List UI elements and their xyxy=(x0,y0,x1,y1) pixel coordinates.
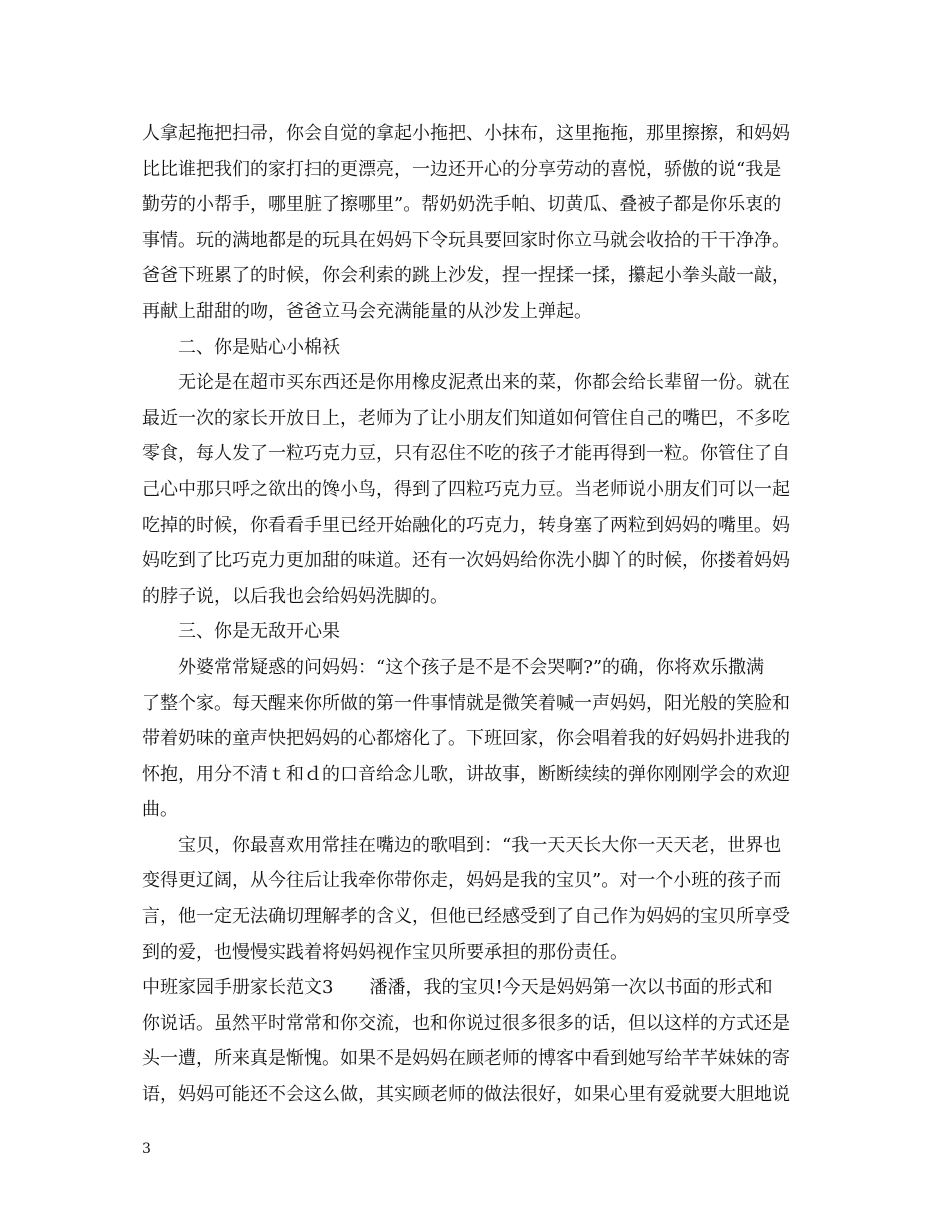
text-line: 宝贝，你最喜欢用常挂在嘴边的歌唱到：“我一天天长大你一天天老，世界也 xyxy=(178,834,782,856)
text-line: 怀抱，用分不清ｔ和ｄ的口音给念儿歌，讲故事，断断续续的弹你刚刚学会的欢迎 xyxy=(142,763,790,785)
page-number: 3 xyxy=(142,1141,151,1157)
text-line: 再献上甜甜的吻，爸爸立马会充满能量的从沙发上弹起。 xyxy=(142,300,592,322)
text-line: 妈吃到了比巧克力更加甜的味道。还有一次妈妈给你洗小脚丫的时候，你搂着妈妈 xyxy=(142,550,790,572)
text-line: 无论是在超市买东西还是你用橡皮泥煮出来的菜，你都会给长辈留一份。就在 xyxy=(178,372,790,394)
section-heading: 二、你是贴心小棉袄 xyxy=(178,336,340,358)
section-heading: 三、你是无敌开心果 xyxy=(178,621,340,643)
text-line: 爸爸下班累了的时候，你会利索的跳上沙发，捏一捏揉一揉，攥起小拳头敲一敲， xyxy=(142,265,790,287)
text-line: 了整个家。每天醒来你所做的第一件事情就是微笑着喊一声妈妈，阳光般的笑脸和 xyxy=(142,692,790,714)
text-line: 勤劳的小帮手，哪里脏了擦哪里”。帮奶奶洗手帕、切黄瓜、叠被子都是你乐衷的 xyxy=(142,194,782,216)
text-line: 中班家园手册家长范文3 潘潘，我的宝贝!今天是妈妈第一次以书面的形式和 xyxy=(142,977,773,999)
text-line: 己心中那只呼之欲出的馋小鸟，得到了四粒巧克力豆。当老师说小朋友们可以一起 xyxy=(142,478,790,500)
text-line: 事情。玩的满地都是的玩具在妈妈下令玩具要回家时你立马就会收拾的干干净净。 xyxy=(142,229,790,251)
text-line: 头一遭，所来真是惭愧。如果不是妈妈在顾老师的博客中看到她写给芊芊妹妹的寄 xyxy=(142,1048,790,1070)
body-text xyxy=(142,116,814,1113)
text-line: 曲。 xyxy=(142,799,178,821)
text-line: 零食，每人发了一粒巧克力豆，只有忍住不吃的孩子才能再得到一粒。你管住了自 xyxy=(142,443,790,465)
text-line: 的脖子说，以后我也会给妈妈洗脚的。 xyxy=(142,585,448,607)
text-line: 最近一次的家长开放日上，老师为了让小朋友们知道如何管住自己的嘴巴，不多吃 xyxy=(142,407,790,429)
text-line: 比比谁把我们的家打扫的更漂亮，一边还开心的分享劳动的喜悦，骄傲的说“我是 xyxy=(142,158,782,180)
text-line: 吃掉的时候，你看看手里已经开始融化的巧克力，转身塞了两粒到妈妈的嘴里。妈 xyxy=(142,514,790,536)
text-line: 你说话。虽然平时常常和你交流，也和你说过很多很多的话，但以这样的方式还是 xyxy=(142,1012,790,1034)
text-line: 带着奶味的童声快把妈妈的心都熔化了。下班回家，你会唱着我的好妈妈扑进我的 xyxy=(142,728,790,750)
text-line: 言，他一定无法确切理解孝的含义，但他已经感受到了自己作为妈妈的宝贝所享受 xyxy=(142,906,790,928)
text-line: 语，妈妈可能还不会这么做，其实顾老师的做法很好，如果心里有爱就要大胆地说 xyxy=(142,1084,790,1106)
text-line: 变得更辽阔，从今往后让我牵你带你走，妈妈是我的宝贝”。对一个小班的孩子而 xyxy=(142,870,782,892)
text-line: 外婆常常疑惑的问妈妈：“这个孩子是不是不会哭啊?”的确，你将欢乐撒满 xyxy=(178,656,765,678)
text-line: 人拿起拖把扫帚，你会自觉的拿起小拖把、小抹布，这里拖拖，那里擦擦，和妈妈 xyxy=(142,123,790,144)
text-line: 到的爱，也慢慢实践着将妈妈视作宝贝所要承担的那份责任。 xyxy=(142,941,628,963)
